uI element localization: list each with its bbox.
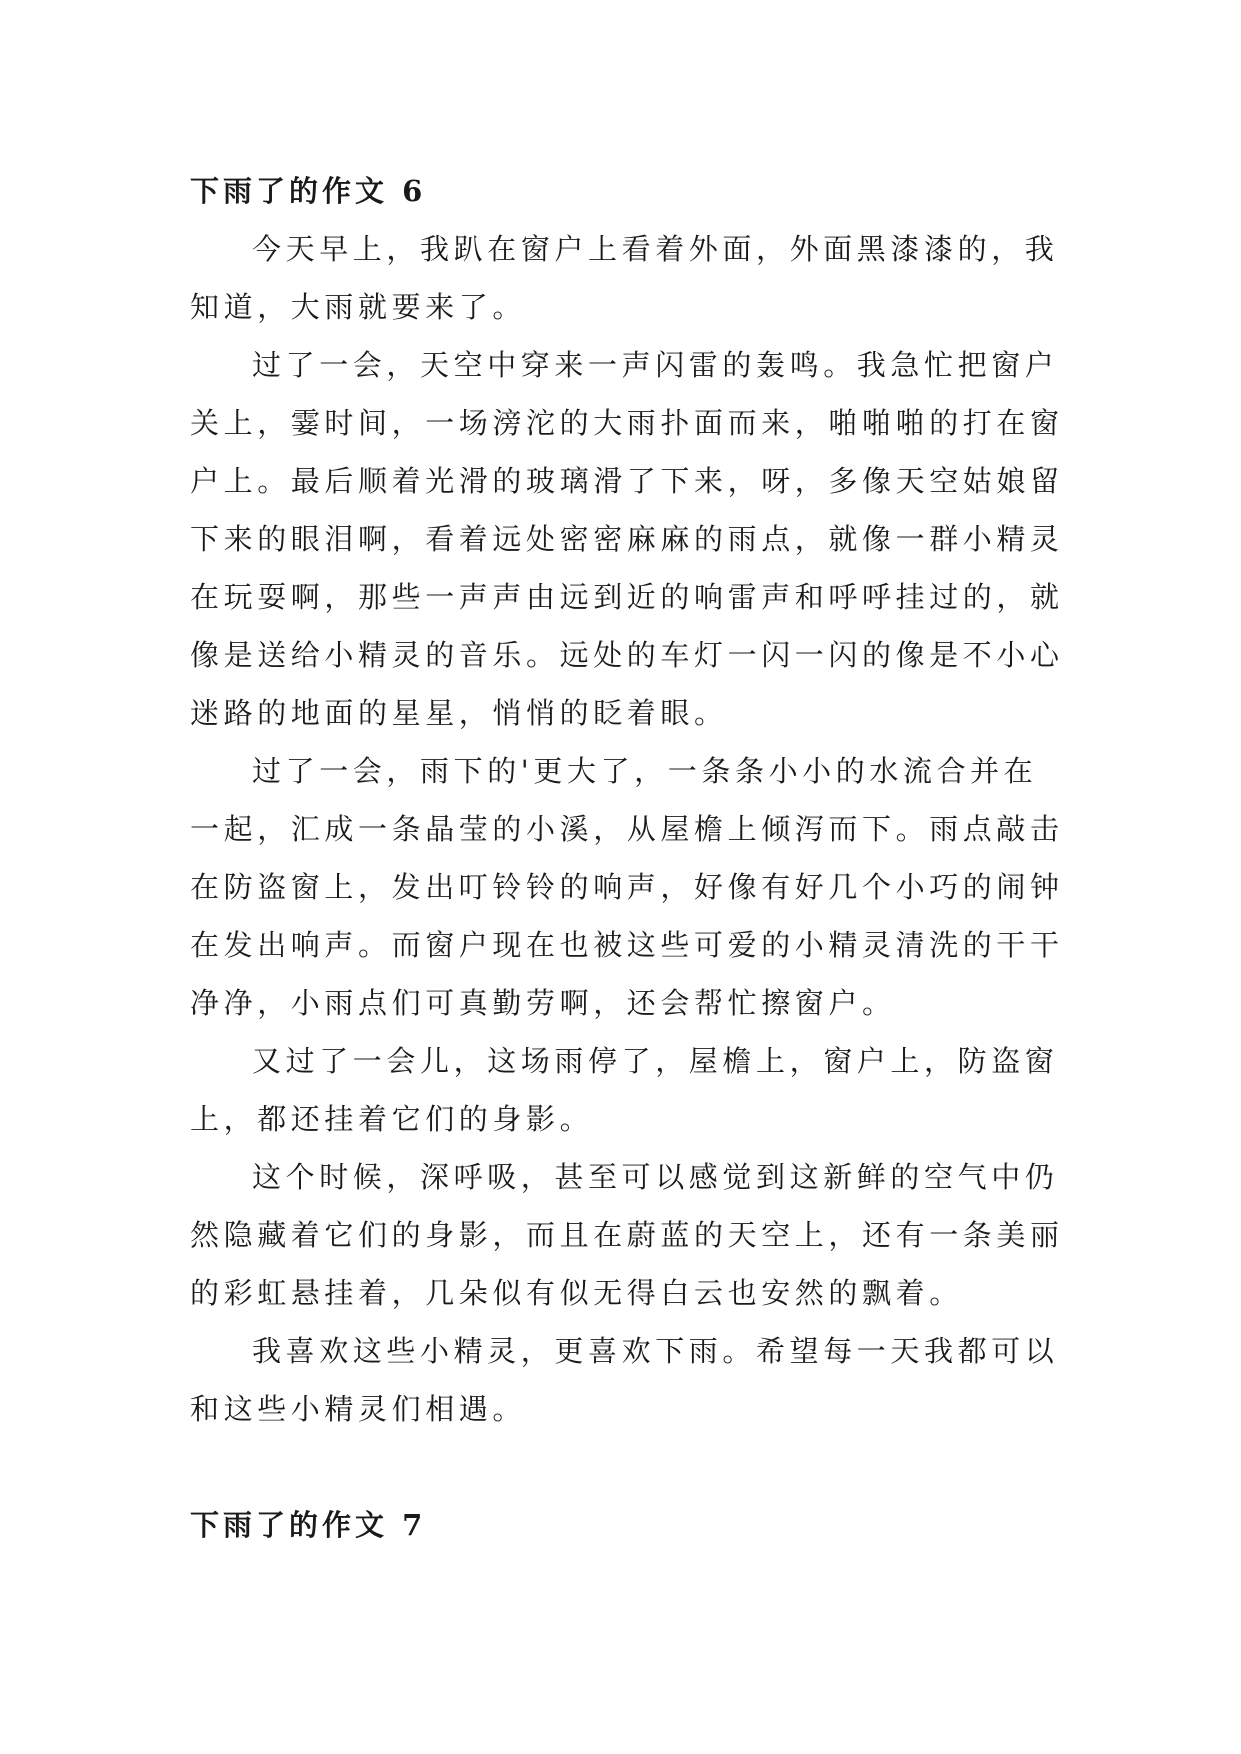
paragraph-line: 知道，大雨就要来了。 — [190, 290, 527, 324]
paragraph-line: 又过了一会儿，这场雨停了，屋檐上，窗户上，防盗窗 — [252, 1044, 1059, 1078]
paragraph-line: 然隐藏着它们的身影，而且在蔚蓝的天空上，还有一条美丽 — [190, 1218, 1064, 1252]
paragraph-1 — [190, 220, 1059, 336]
paragraph-line: 迷路的地面的星星，悄悄的眨着眼。 — [190, 696, 728, 730]
paragraph-line: 在发出响声。而窗户现在也被这些可爱的小精灵清洗的干干 — [190, 928, 1064, 962]
paragraph-line: 像是送给小精灵的音乐。远处的车灯一闪一闪的像是不小心 — [190, 638, 1064, 672]
paragraph-line: 上，都还挂着它们的身影。 — [190, 1102, 594, 1136]
paragraph-line: 在玩耍啊，那些一声声由远到近的响雷声和呼呼挂过的，就 — [190, 580, 1064, 614]
paragraph-2 — [190, 336, 1064, 742]
paragraph-6 — [190, 1322, 1059, 1438]
paragraph-line: 户上。最后顺着光滑的玻璃滑了下来，呀，多像天空姑娘留 — [190, 464, 1064, 498]
paragraph-line: 我喜欢这些小精灵，更喜欢下雨。希望每一天我都可以 — [252, 1334, 1059, 1368]
paragraph-line: 净净，小雨点们可真勤劳啊，还会帮忙擦窗户。 — [190, 986, 896, 1020]
paragraph-line: 在防盗窗上，发出叮铃铃的响声，好像有好几个小巧的闹钟 — [190, 870, 1064, 904]
paragraph-line: 今天早上，我趴在窗户上看着外面，外面黑漆漆的，我 — [252, 232, 1059, 266]
paragraph-4 — [190, 1032, 1059, 1148]
paragraph-line: 下来的眼泪啊，看着远处密密麻麻的雨点，就像一群小精灵 — [190, 522, 1064, 556]
section-spacer — [190, 1438, 1050, 1496]
paragraph-3 — [190, 742, 1064, 1032]
paragraph-5 — [190, 1148, 1064, 1322]
paragraph-line: 过了一会，天空中穿来一声闪雷的轰鸣。我急忙把窗户 — [252, 348, 1059, 382]
paragraph-line: 一起，汇成一条晶莹的小溪，从屋檐上倾泻而下。雨点敲击 — [190, 812, 1064, 846]
paragraph-line: 的彩虹悬挂着，几朵似有似无得白云也安然的飘着。 — [190, 1276, 963, 1310]
section-title-6: 下雨了的作文 6 — [190, 174, 427, 208]
document-body — [190, 162, 1064, 1554]
paragraph-line: 和这些小精灵们相遇。 — [190, 1392, 527, 1426]
paragraph-line: 这个时候，深呼吸，甚至可以感觉到这新鲜的空气中仍 — [252, 1160, 1059, 1194]
paragraph-line: 过了一会，雨下的'更大了，一条条小小的水流合并在 — [252, 754, 1038, 788]
section-title-7: 下雨了的作文 7 — [190, 1508, 427, 1542]
paragraph-line: 关上，霎时间，一场滂沱的大雨扑面而来，啪啪啪的打在窗 — [190, 406, 1064, 440]
